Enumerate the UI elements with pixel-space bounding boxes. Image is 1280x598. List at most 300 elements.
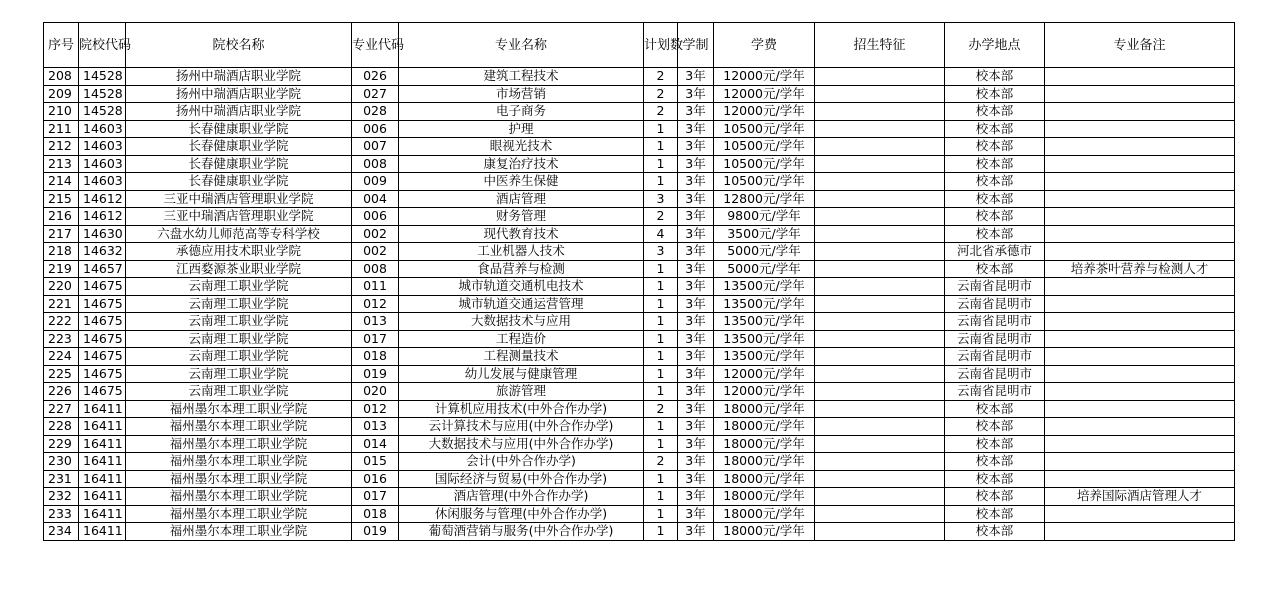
cell-note xyxy=(1045,470,1235,488)
cell-school-code: 14675 xyxy=(79,330,126,348)
cell-seq: 231 xyxy=(44,470,79,488)
table-row xyxy=(44,330,1235,348)
cell-duration: 3年 xyxy=(678,173,714,191)
cell-feature xyxy=(815,190,945,208)
cell-plan: 1 xyxy=(644,523,678,541)
cell-duration: 3年 xyxy=(678,278,714,296)
cell-major-name: 酒店管理 xyxy=(399,190,644,208)
table-row xyxy=(44,85,1235,103)
cell-feature xyxy=(815,225,945,243)
cell-major-code: 013 xyxy=(352,418,399,436)
cell-fee: 13500元/学年 xyxy=(714,278,815,296)
cell-feature xyxy=(815,85,945,103)
cell-duration: 3年 xyxy=(678,208,714,226)
cell-duration: 3年 xyxy=(678,313,714,331)
cell-seq: 224 xyxy=(44,348,79,366)
cell-location: 校本部 xyxy=(945,400,1045,418)
cell-major-code: 009 xyxy=(352,173,399,191)
cell-school-code: 14528 xyxy=(79,68,126,86)
cell-note xyxy=(1045,505,1235,523)
cell-feature xyxy=(815,418,945,436)
cell-fee: 18000元/学年 xyxy=(714,523,815,541)
cell-plan: 1 xyxy=(644,330,678,348)
cell-school-code: 14675 xyxy=(79,313,126,331)
cell-plan: 2 xyxy=(644,103,678,121)
cell-note xyxy=(1045,138,1235,156)
cell-school-code: 14675 xyxy=(79,365,126,383)
cell-major-code: 028 xyxy=(352,103,399,121)
cell-school-code: 14612 xyxy=(79,208,126,226)
cell-plan: 1 xyxy=(644,505,678,523)
table-row xyxy=(44,190,1235,208)
cell-location: 云南省昆明市 xyxy=(945,313,1045,331)
header-seq: 序号 xyxy=(44,23,79,68)
cell-school-name: 福州墨尔本理工职业学院 xyxy=(126,400,352,418)
cell-duration: 3年 xyxy=(678,383,714,401)
cell-plan: 2 xyxy=(644,85,678,103)
cell-school-code: 14675 xyxy=(79,295,126,313)
cell-duration: 3年 xyxy=(678,435,714,453)
cell-feature xyxy=(815,68,945,86)
cell-location: 校本部 xyxy=(945,173,1045,191)
cell-note xyxy=(1045,68,1235,86)
cell-major-code: 002 xyxy=(352,243,399,261)
table-row xyxy=(44,295,1235,313)
cell-note xyxy=(1045,295,1235,313)
cell-fee: 12800元/学年 xyxy=(714,190,815,208)
cell-school-name: 云南理工职业学院 xyxy=(126,295,352,313)
cell-location: 校本部 xyxy=(945,470,1045,488)
cell-seq: 209 xyxy=(44,85,79,103)
cell-feature xyxy=(815,435,945,453)
cell-major-name: 工业机器人技术 xyxy=(399,243,644,261)
cell-duration: 3年 xyxy=(678,138,714,156)
cell-duration: 3年 xyxy=(678,523,714,541)
cell-seq: 211 xyxy=(44,120,79,138)
cell-major-name: 眼视光技术 xyxy=(399,138,644,156)
table-row xyxy=(44,365,1235,383)
cell-seq: 223 xyxy=(44,330,79,348)
cell-major-code: 014 xyxy=(352,435,399,453)
cell-seq: 220 xyxy=(44,278,79,296)
cell-note xyxy=(1045,208,1235,226)
cell-plan: 1 xyxy=(644,260,678,278)
cell-major-code: 012 xyxy=(352,400,399,418)
cell-major-name: 食品营养与检测 xyxy=(399,260,644,278)
cell-note xyxy=(1045,85,1235,103)
cell-feature xyxy=(815,330,945,348)
cell-school-name: 福州墨尔本理工职业学院 xyxy=(126,505,352,523)
cell-school-code: 16411 xyxy=(79,470,126,488)
cell-plan: 1 xyxy=(644,155,678,173)
cell-plan: 1 xyxy=(644,470,678,488)
table-row xyxy=(44,470,1235,488)
cell-major-code: 020 xyxy=(352,383,399,401)
cell-duration: 3年 xyxy=(678,488,714,506)
header-fee: 学费 xyxy=(714,23,815,68)
cell-note xyxy=(1045,400,1235,418)
cell-school-code: 16411 xyxy=(79,523,126,541)
cell-major-name: 市场营销 xyxy=(399,85,644,103)
cell-seq: 232 xyxy=(44,488,79,506)
cell-school-name: 福州墨尔本理工职业学院 xyxy=(126,435,352,453)
cell-note: 培养国际酒店管理人才 xyxy=(1045,488,1235,506)
cell-major-name: 会计(中外合作办学) xyxy=(399,453,644,471)
cell-seq: 221 xyxy=(44,295,79,313)
cell-major-name: 城市轨道交通机电技术 xyxy=(399,278,644,296)
cell-major-code: 008 xyxy=(352,155,399,173)
cell-major-name: 国际经济与贸易(中外合作办学) xyxy=(399,470,644,488)
cell-school-name: 云南理工职业学院 xyxy=(126,365,352,383)
cell-major-code: 006 xyxy=(352,120,399,138)
cell-fee: 13500元/学年 xyxy=(714,348,815,366)
cell-location: 校本部 xyxy=(945,138,1045,156)
cell-school-code: 14603 xyxy=(79,138,126,156)
cell-fee: 5000元/学年 xyxy=(714,260,815,278)
cell-duration: 3年 xyxy=(678,190,714,208)
cell-school-code: 16411 xyxy=(79,435,126,453)
cell-major-name: 财务管理 xyxy=(399,208,644,226)
cell-school-name: 福州墨尔本理工职业学院 xyxy=(126,453,352,471)
cell-feature xyxy=(815,400,945,418)
cell-duration: 3年 xyxy=(678,103,714,121)
cell-location: 校本部 xyxy=(945,523,1045,541)
cell-school-name: 云南理工职业学院 xyxy=(126,330,352,348)
cell-seq: 219 xyxy=(44,260,79,278)
cell-plan: 1 xyxy=(644,278,678,296)
cell-location: 校本部 xyxy=(945,155,1045,173)
cell-major-name: 电子商务 xyxy=(399,103,644,121)
cell-major-name: 旅游管理 xyxy=(399,383,644,401)
cell-location: 校本部 xyxy=(945,85,1045,103)
cell-seq: 228 xyxy=(44,418,79,436)
cell-major-code: 008 xyxy=(352,260,399,278)
cell-fee: 9800元/学年 xyxy=(714,208,815,226)
cell-major-code: 027 xyxy=(352,85,399,103)
cell-fee: 13500元/学年 xyxy=(714,295,815,313)
cell-note xyxy=(1045,243,1235,261)
cell-major-name: 现代教育技术 xyxy=(399,225,644,243)
cell-seq: 208 xyxy=(44,68,79,86)
table-row xyxy=(44,243,1235,261)
cell-fee: 3500元/学年 xyxy=(714,225,815,243)
cell-plan: 1 xyxy=(644,488,678,506)
table-row xyxy=(44,68,1235,86)
cell-feature xyxy=(815,103,945,121)
cell-major-code: 018 xyxy=(352,505,399,523)
cell-school-name: 扬州中瑞酒店职业学院 xyxy=(126,68,352,86)
cell-note xyxy=(1045,453,1235,471)
table-row xyxy=(44,138,1235,156)
cell-duration: 3年 xyxy=(678,68,714,86)
cell-note xyxy=(1045,523,1235,541)
cell-school-code: 16411 xyxy=(79,418,126,436)
cell-school-code: 14632 xyxy=(79,243,126,261)
cell-major-code: 002 xyxy=(352,225,399,243)
cell-major-name: 建筑工程技术 xyxy=(399,68,644,86)
cell-fee: 12000元/学年 xyxy=(714,365,815,383)
cell-school-name: 长春健康职业学院 xyxy=(126,120,352,138)
cell-school-code: 14675 xyxy=(79,383,126,401)
header-location: 办学地点 xyxy=(945,23,1045,68)
cell-fee: 10500元/学年 xyxy=(714,155,815,173)
cell-school-name: 扬州中瑞酒店职业学院 xyxy=(126,85,352,103)
cell-school-name: 江西婺源茶业职业学院 xyxy=(126,260,352,278)
cell-plan: 4 xyxy=(644,225,678,243)
table-row xyxy=(44,208,1235,226)
cell-fee: 10500元/学年 xyxy=(714,173,815,191)
cell-seq: 234 xyxy=(44,523,79,541)
header-row xyxy=(44,23,1235,68)
cell-fee: 18000元/学年 xyxy=(714,400,815,418)
cell-note xyxy=(1045,418,1235,436)
cell-fee: 12000元/学年 xyxy=(714,383,815,401)
cell-note xyxy=(1045,225,1235,243)
cell-school-name: 云南理工职业学院 xyxy=(126,383,352,401)
cell-major-code: 026 xyxy=(352,68,399,86)
cell-major-name: 中医养生保健 xyxy=(399,173,644,191)
cell-major-name: 幼儿发展与健康管理 xyxy=(399,365,644,383)
table-row xyxy=(44,313,1235,331)
cell-feature xyxy=(815,365,945,383)
cell-plan: 1 xyxy=(644,295,678,313)
cell-major-code: 011 xyxy=(352,278,399,296)
cell-feature xyxy=(815,208,945,226)
cell-feature xyxy=(815,453,945,471)
cell-school-code: 16411 xyxy=(79,400,126,418)
cell-plan: 1 xyxy=(644,348,678,366)
cell-location: 云南省昆明市 xyxy=(945,383,1045,401)
table-row xyxy=(44,278,1235,296)
cell-major-code: 007 xyxy=(352,138,399,156)
header-major-name: 专业名称 xyxy=(399,23,644,68)
cell-seq: 230 xyxy=(44,453,79,471)
table-row xyxy=(44,453,1235,471)
cell-seq: 225 xyxy=(44,365,79,383)
cell-school-code: 14675 xyxy=(79,348,126,366)
cell-feature xyxy=(815,243,945,261)
table-row xyxy=(44,418,1235,436)
cell-location: 校本部 xyxy=(945,260,1045,278)
header-feature: 招生特征 xyxy=(815,23,945,68)
cell-major-name: 计算机应用技术(中外合作办学) xyxy=(399,400,644,418)
cell-note: 培养茶叶营养与检测人才 xyxy=(1045,260,1235,278)
cell-location: 校本部 xyxy=(945,103,1045,121)
cell-location: 校本部 xyxy=(945,190,1045,208)
cell-school-name: 三亚中瑞酒店管理职业学院 xyxy=(126,190,352,208)
cell-school-name: 长春健康职业学院 xyxy=(126,138,352,156)
cell-feature xyxy=(815,120,945,138)
cell-major-code: 019 xyxy=(352,365,399,383)
cell-feature xyxy=(815,155,945,173)
cell-plan: 1 xyxy=(644,418,678,436)
cell-school-code: 14657 xyxy=(79,260,126,278)
cell-school-name: 云南理工职业学院 xyxy=(126,348,352,366)
cell-major-code: 019 xyxy=(352,523,399,541)
cell-feature xyxy=(815,260,945,278)
cell-duration: 3年 xyxy=(678,330,714,348)
cell-seq: 226 xyxy=(44,383,79,401)
cell-note xyxy=(1045,365,1235,383)
cell-location: 校本部 xyxy=(945,225,1045,243)
cell-note xyxy=(1045,120,1235,138)
cell-fee: 13500元/学年 xyxy=(714,330,815,348)
cell-feature xyxy=(815,138,945,156)
cell-feature xyxy=(815,523,945,541)
cell-feature xyxy=(815,348,945,366)
cell-feature xyxy=(815,505,945,523)
cell-note xyxy=(1045,348,1235,366)
cell-fee: 18000元/学年 xyxy=(714,488,815,506)
cell-note xyxy=(1045,173,1235,191)
cell-major-code: 017 xyxy=(352,330,399,348)
cell-school-code: 14528 xyxy=(79,103,126,121)
cell-major-code: 012 xyxy=(352,295,399,313)
enrollment-table-sheet xyxy=(43,22,1235,541)
cell-duration: 3年 xyxy=(678,243,714,261)
cell-note xyxy=(1045,383,1235,401)
cell-major-code: 016 xyxy=(352,470,399,488)
cell-seq: 227 xyxy=(44,400,79,418)
table-row xyxy=(44,383,1235,401)
cell-school-name: 福州墨尔本理工职业学院 xyxy=(126,418,352,436)
cell-major-name: 工程测量技术 xyxy=(399,348,644,366)
cell-major-name: 工程造价 xyxy=(399,330,644,348)
cell-school-code: 14603 xyxy=(79,173,126,191)
cell-note xyxy=(1045,155,1235,173)
cell-duration: 3年 xyxy=(678,225,714,243)
cell-school-name: 长春健康职业学院 xyxy=(126,173,352,191)
cell-plan: 1 xyxy=(644,313,678,331)
cell-school-code: 16411 xyxy=(79,505,126,523)
cell-duration: 3年 xyxy=(678,348,714,366)
cell-feature xyxy=(815,313,945,331)
cell-duration: 3年 xyxy=(678,418,714,436)
cell-school-name: 六盘水幼儿师范高等专科学校 xyxy=(126,225,352,243)
cell-plan: 3 xyxy=(644,243,678,261)
cell-fee: 12000元/学年 xyxy=(714,103,815,121)
cell-school-code: 16411 xyxy=(79,488,126,506)
cell-major-name: 城市轨道交通运营管理 xyxy=(399,295,644,313)
cell-location: 校本部 xyxy=(945,435,1045,453)
cell-note xyxy=(1045,313,1235,331)
table-header xyxy=(44,23,1235,68)
cell-major-code: 018 xyxy=(352,348,399,366)
cell-fee: 18000元/学年 xyxy=(714,418,815,436)
cell-location: 云南省昆明市 xyxy=(945,330,1045,348)
cell-major-code: 004 xyxy=(352,190,399,208)
cell-seq: 215 xyxy=(44,190,79,208)
table-row xyxy=(44,155,1235,173)
cell-fee: 12000元/学年 xyxy=(714,68,815,86)
cell-location: 校本部 xyxy=(945,505,1045,523)
cell-seq: 210 xyxy=(44,103,79,121)
cell-location: 云南省昆明市 xyxy=(945,348,1045,366)
cell-plan: 2 xyxy=(644,208,678,226)
cell-seq: 212 xyxy=(44,138,79,156)
cell-duration: 3年 xyxy=(678,400,714,418)
cell-duration: 3年 xyxy=(678,453,714,471)
cell-seq: 229 xyxy=(44,435,79,453)
cell-school-code: 14603 xyxy=(79,120,126,138)
table-row xyxy=(44,103,1235,121)
cell-plan: 1 xyxy=(644,120,678,138)
cell-location: 云南省昆明市 xyxy=(945,295,1045,313)
cell-fee: 12000元/学年 xyxy=(714,85,815,103)
header-school-code: 院校代码 xyxy=(79,23,126,68)
cell-major-name: 休闲服务与管理(中外合作办学) xyxy=(399,505,644,523)
cell-school-code: 14528 xyxy=(79,85,126,103)
cell-note xyxy=(1045,435,1235,453)
cell-duration: 3年 xyxy=(678,295,714,313)
cell-major-name: 大数据技术与应用 xyxy=(399,313,644,331)
cell-plan: 3 xyxy=(644,190,678,208)
cell-seq: 218 xyxy=(44,243,79,261)
header-plan: 计划数 xyxy=(644,23,678,68)
cell-seq: 216 xyxy=(44,208,79,226)
cell-plan: 1 xyxy=(644,365,678,383)
cell-feature xyxy=(815,488,945,506)
cell-plan: 1 xyxy=(644,435,678,453)
header-duration: 学制 xyxy=(678,23,714,68)
cell-school-name: 云南理工职业学院 xyxy=(126,313,352,331)
cell-location: 校本部 xyxy=(945,120,1045,138)
cell-seq: 213 xyxy=(44,155,79,173)
table-row xyxy=(44,505,1235,523)
cell-major-name: 护理 xyxy=(399,120,644,138)
cell-duration: 3年 xyxy=(678,260,714,278)
cell-location: 校本部 xyxy=(945,488,1045,506)
cell-note xyxy=(1045,330,1235,348)
cell-major-code: 006 xyxy=(352,208,399,226)
cell-major-name: 康复治疗技术 xyxy=(399,155,644,173)
cell-plan: 2 xyxy=(644,68,678,86)
cell-school-name: 云南理工职业学院 xyxy=(126,278,352,296)
cell-school-code: 14612 xyxy=(79,190,126,208)
cell-location: 校本部 xyxy=(945,453,1045,471)
table-row xyxy=(44,173,1235,191)
cell-plan: 1 xyxy=(644,173,678,191)
cell-fee: 18000元/学年 xyxy=(714,435,815,453)
header-major-code: 专业代码 xyxy=(352,23,399,68)
cell-school-code: 14603 xyxy=(79,155,126,173)
table-row xyxy=(44,348,1235,366)
table-row xyxy=(44,225,1235,243)
cell-duration: 3年 xyxy=(678,85,714,103)
cell-plan: 1 xyxy=(644,138,678,156)
cell-major-name: 酒店管理(中外合作办学) xyxy=(399,488,644,506)
cell-duration: 3年 xyxy=(678,365,714,383)
cell-feature xyxy=(815,295,945,313)
enrollment-plan-table xyxy=(43,22,1235,541)
header-note: 专业备注 xyxy=(1045,23,1235,68)
cell-plan: 1 xyxy=(644,383,678,401)
cell-location: 河北省承德市 xyxy=(945,243,1045,261)
cell-major-code: 013 xyxy=(352,313,399,331)
cell-seq: 217 xyxy=(44,225,79,243)
cell-feature xyxy=(815,470,945,488)
cell-fee: 10500元/学年 xyxy=(714,138,815,156)
cell-fee: 13500元/学年 xyxy=(714,313,815,331)
cell-fee: 5000元/学年 xyxy=(714,243,815,261)
cell-plan: 2 xyxy=(644,400,678,418)
cell-major-name: 云计算技术与应用(中外合作办学) xyxy=(399,418,644,436)
cell-major-code: 015 xyxy=(352,453,399,471)
table-row xyxy=(44,523,1235,541)
cell-major-code: 017 xyxy=(352,488,399,506)
cell-plan: 2 xyxy=(644,453,678,471)
cell-feature xyxy=(815,173,945,191)
